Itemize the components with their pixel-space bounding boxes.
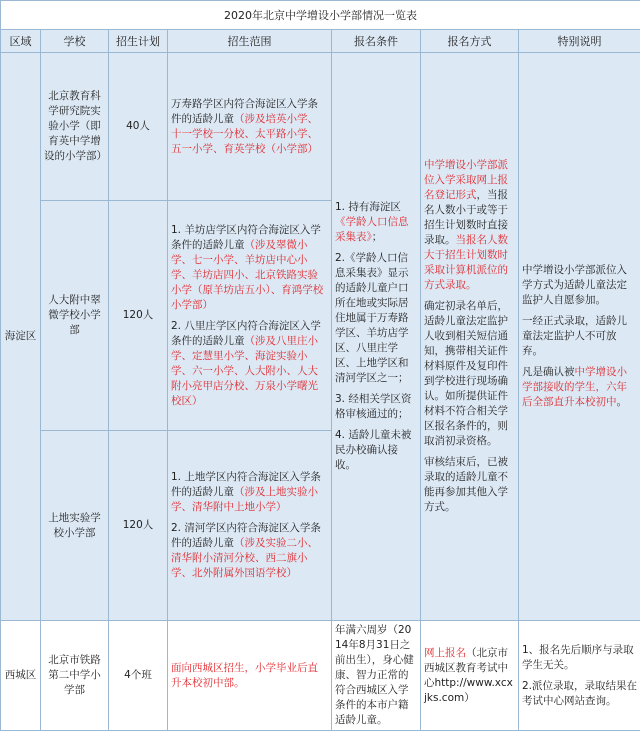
- page-title: 2020年北京中学增设小学部情况一览表: [1, 1, 640, 30]
- plan-cell: 40人: [109, 53, 168, 201]
- title-row: [1, 1, 640, 30]
- scope-cell: 面向西城区招生，小学毕业后直升本校初中部。: [168, 621, 332, 731]
- table-row: [1, 621, 640, 731]
- method-online-label: 网上报名: [424, 647, 466, 659]
- note-paragraph-2: 一经正式录取，适龄儿童法定监护人不可放弃。: [522, 314, 637, 359]
- method-site-text: （北京市西城区教育考试中心http://www.xcxjks.com）: [424, 647, 513, 704]
- conditions-cell: 年满六周岁（2014年8月31日之前出生），身心健康、智力正常的符合西城区入学条件的本市户籍适龄儿童。: [332, 621, 421, 731]
- scope-item: 1. 上地学区内符合海淀区入学条件的适龄儿童（涉及上地实验小学、清华附中上地小学）: [171, 470, 328, 515]
- method-paragraph-1: 中学增设小学部派位入学采取网上报名登记形式，当报名人数小于或等于招生计划数时直接录取。当报名人数大于招生计划数时采取计算机派位的方式录取。: [424, 158, 515, 293]
- table-row: [1, 53, 640, 201]
- scope-schools-text: （涉及培英小学、十一学校一分校、太平路小学、五一小学、育英学校（小学部）: [171, 113, 318, 155]
- region-cell-xicheng: 西城区: [1, 621, 41, 731]
- scope-text: 万寿路学区内符合海淀区入学条件的适龄儿童: [171, 98, 318, 125]
- condition-2: 2.《学龄人口信息采集表》显示的适龄儿童户口所在地或实际居住地属于万寿路学区、羊坊店学区、八里庄学区、上地学区和清河学区之一；: [335, 251, 417, 386]
- condition-4: 4. 适龄儿童未被民办校确认接收。: [335, 428, 417, 473]
- method-paragraph-3: 审核结束后，已被录取的适龄儿童不能再参加其他入学方式。: [424, 455, 515, 515]
- plan-cell: 120人: [109, 201, 168, 431]
- plan-cell: 120人: [109, 431, 168, 621]
- note-cell: [519, 53, 640, 621]
- scope-cell: [168, 431, 332, 621]
- scope-item: 1. 羊坊店学区内符合海淀区入学条件的适龄儿童（涉及翠微小学、七一小学、羊坊店中心小学、羊坊店四小、北京铁路实验小学（原羊坊店五小）、育鸿学校小学部）: [171, 223, 328, 313]
- header-note: 特别说明: [519, 30, 640, 53]
- note-paragraph-2: 2.派位录取，录取结果在考试中心网站查询。: [522, 679, 637, 709]
- note-paragraph-3: 凡是确认被中学增设小学部接收的学生，六年后全部直升本校初中。: [522, 365, 637, 410]
- method-cell: [421, 53, 519, 621]
- note-paragraph-1: 1、报名先后顺序与录取学生无关。: [522, 643, 637, 673]
- scope-item: 2. 清河学区内符合海淀区入学条件的适龄儿童（涉及实验二小、清华附小清河分校、西二旗小学、北外附属外国语学校）: [171, 521, 328, 581]
- school-cell: 北京教育科学研究院实验小学（即育英中学增设的小学部）: [41, 53, 109, 201]
- note-cell: [519, 621, 640, 731]
- header-school: 学校: [41, 30, 109, 53]
- school-cell: 北京市铁路第二中学小学部: [41, 621, 109, 731]
- school-cell: 人大附中翠微学校小学部: [41, 201, 109, 431]
- header-region: 区域: [1, 30, 41, 53]
- method-paragraph-2: 确定初录名单后，适龄儿童法定监护人收到相关短信通知，携带相关证件材料原件及复印件到学校进行现场确认。如所提供证件材料不符合相关学区报名条件的，则取消初录资格。: [424, 299, 515, 449]
- condition-1: 1. 持有海淀区《学龄人口信息采集表》；: [335, 200, 417, 245]
- condition-3: 3. 经相关学区资格审核通过的；: [335, 392, 417, 422]
- header-conditions: 报名条件: [332, 30, 421, 53]
- header-row: [1, 30, 640, 53]
- scope-cell: [168, 53, 332, 201]
- note-paragraph-1: 中学增设小学部派位入学方式为适龄儿童法定监护人自愿参加。: [522, 263, 637, 308]
- scope-cell: [168, 201, 332, 431]
- region-cell-haidian: 海淀区: [1, 53, 41, 621]
- conditions-cell: [332, 53, 421, 621]
- header-plan: 招生计划: [109, 30, 168, 53]
- header-scope: 招生范围: [168, 30, 332, 53]
- scope-item: 2. 八里庄学区内符合海淀区入学条件的适龄儿童（涉及八里庄小学、定慧里小学、海淀实验小学、六一小学、人大附小、人大附小亮甲店分校、万泉小学曙光校区）: [171, 319, 328, 409]
- plan-cell: 4个班: [109, 621, 168, 731]
- header-method: 报名方式: [421, 30, 519, 53]
- method-cell: [421, 621, 519, 731]
- school-cell: 上地实验学校小学部: [41, 431, 109, 621]
